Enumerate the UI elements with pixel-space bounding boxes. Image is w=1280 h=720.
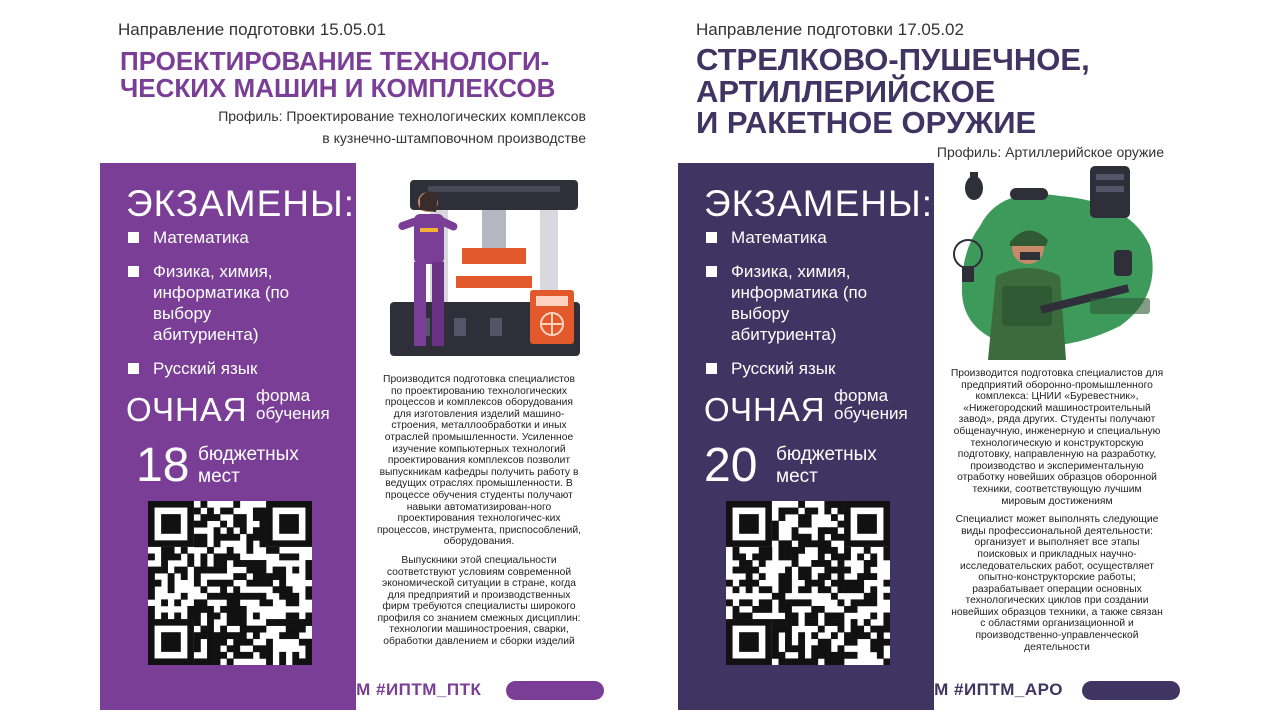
profile-text — [937, 142, 1164, 164]
seats-count: 18 — [136, 439, 190, 492]
exam-label: Русский язык — [153, 359, 258, 378]
program-title-line: ЧЕСКИХ МАШИН И КОМПЛЕКСОВ — [120, 72, 556, 103]
program-title-line: ПРОЕКТИРОВАНИЕ ТЕХНОЛОГИ- — [120, 46, 550, 76]
exams-panel — [678, 163, 934, 710]
direction-code: Направление подготовки 15.05.01 — [118, 20, 386, 39]
description-paragraph: Производится подготовка специалистов по проектированию технологических процессов и комплексов оборудования для изготовления изделий машино-строения, металлообработки и иных отраслей промышленности. Усиленное изучение компьютерных технологий проектирования комплексов позволит выпускникам кафедры получить работу в ведущих отраслях промышленности. В процессе обучения студенты получают навыки автоматизирован-ного проектирования технологичес-ких процессов, инструмента, приспособлений, оборудования. — [376, 374, 582, 548]
exam-item — [706, 261, 881, 345]
poster-aro — [678, 0, 1198, 720]
study-mode: ОЧНАЯ — [126, 391, 248, 428]
exam-item — [128, 261, 303, 345]
profile-text — [218, 106, 586, 149]
seats-count: 20 — [704, 439, 758, 492]
program-title-line: АРТИЛЛЕРИЙСКОЕ — [696, 73, 996, 109]
seats-label: бюджетных мест — [776, 444, 877, 487]
study-mode-label: форма обучения — [834, 386, 908, 423]
profile-line: Профиль: Проектирование технологических комплексов — [218, 108, 586, 124]
description-paragraph: Производится подготовка специалистов для предприятий оборонно-промышленного комплекса: ЦНИИ «Буревестник», «Нижегородский машиностроительный завод», ряда других. Студенты получают общенаучную, инженерную и специальную технологическую и конструкторскую подготовку, направленную на разработку, производство и экспериментальную отработку новейших образцов оборонной техники, соответствующую лучшим мировым достижениям — [950, 368, 1164, 507]
profile-line: Профиль: Артиллерийское оружие — [936, 144, 1164, 160]
decorative-bar — [506, 681, 604, 700]
hashtags: #НГТУАЛЕКСЕЕВА #ИПТМ #ИПТМ_ПТК — [142, 680, 482, 699]
seats-label: бюджетных мест — [198, 444, 299, 487]
qr-code-icon[interactable] — [726, 501, 890, 665]
exam-item — [706, 227, 881, 248]
exam-item — [128, 358, 303, 379]
exam-list — [706, 227, 881, 392]
program-title-line: СТРЕЛКОВО-ПУШЕЧНОЕ, — [696, 42, 1090, 77]
soldier-illustration — [940, 166, 1166, 360]
checkbox-icon — [128, 232, 139, 243]
study-mode-label: форма обучения — [256, 386, 330, 423]
exam-label: Математика — [153, 228, 249, 247]
program-title — [120, 48, 555, 101]
exams-panel — [100, 163, 356, 710]
checkbox-icon — [706, 232, 717, 243]
exam-list — [128, 227, 303, 392]
poster-ptk — [100, 0, 620, 720]
exam-label: Физика, химия, информатика (по выбору абитуриента) — [731, 262, 868, 344]
study-mode: ОЧНАЯ — [704, 391, 826, 428]
exam-item — [706, 358, 881, 379]
exams-heading: ЭКЗАМЕНЫ: — [126, 183, 356, 224]
exams-heading: ЭКЗАМЕНЫ: — [704, 183, 934, 224]
exam-label: Русский язык — [731, 359, 836, 378]
checkbox-icon — [706, 363, 717, 374]
checkbox-icon — [128, 266, 139, 277]
direction-code: Направление подготовки 17.05.02 — [696, 20, 964, 39]
exam-label: Математика — [731, 228, 827, 247]
profile-line: в кузнечно-штамповочном производстве — [322, 129, 586, 146]
program-title — [696, 44, 1090, 139]
decorative-bar — [1082, 681, 1180, 700]
hashtags: #НГТУАЛЕКСЕЕВА #ИПТМ #ИПТМ_АРО — [720, 680, 1064, 699]
exam-label: Физика, химия, информатика (по выбору абитуриента) — [153, 262, 290, 344]
description-paragraph: Специалист может выполнять следующие виды профессиональной деятельности: организует и выполняет все этапы поисковых и прикладных научно-исследовательских работ, осуществляет опытно-конструкторские работы; разрабатывает операции основных технологических циклов при создании новейших образцов техники, а также связан с областями организационной и производственно-управленческой деятельности — [951, 514, 1163, 653]
program-description — [950, 368, 1164, 660]
exam-item — [128, 227, 303, 248]
press-machine-illustration — [370, 172, 590, 360]
qr-code-icon[interactable] — [148, 501, 312, 665]
program-title-line: И РАКЕТНОЕ ОРУЖИЕ — [696, 105, 1037, 141]
description-paragraph: Выпускники этой специальности соответствуют условиям современной экономической ситуации в стране, когда для предприятий и производственных фирм требуются специалисты широкого профиля со знанием смежных дисциплин: технологии машиностроения, сварки, обработки давлением и сборки изделий — [377, 554, 581, 648]
checkbox-icon — [706, 266, 717, 277]
checkbox-icon — [128, 363, 139, 374]
program-description — [376, 374, 582, 655]
